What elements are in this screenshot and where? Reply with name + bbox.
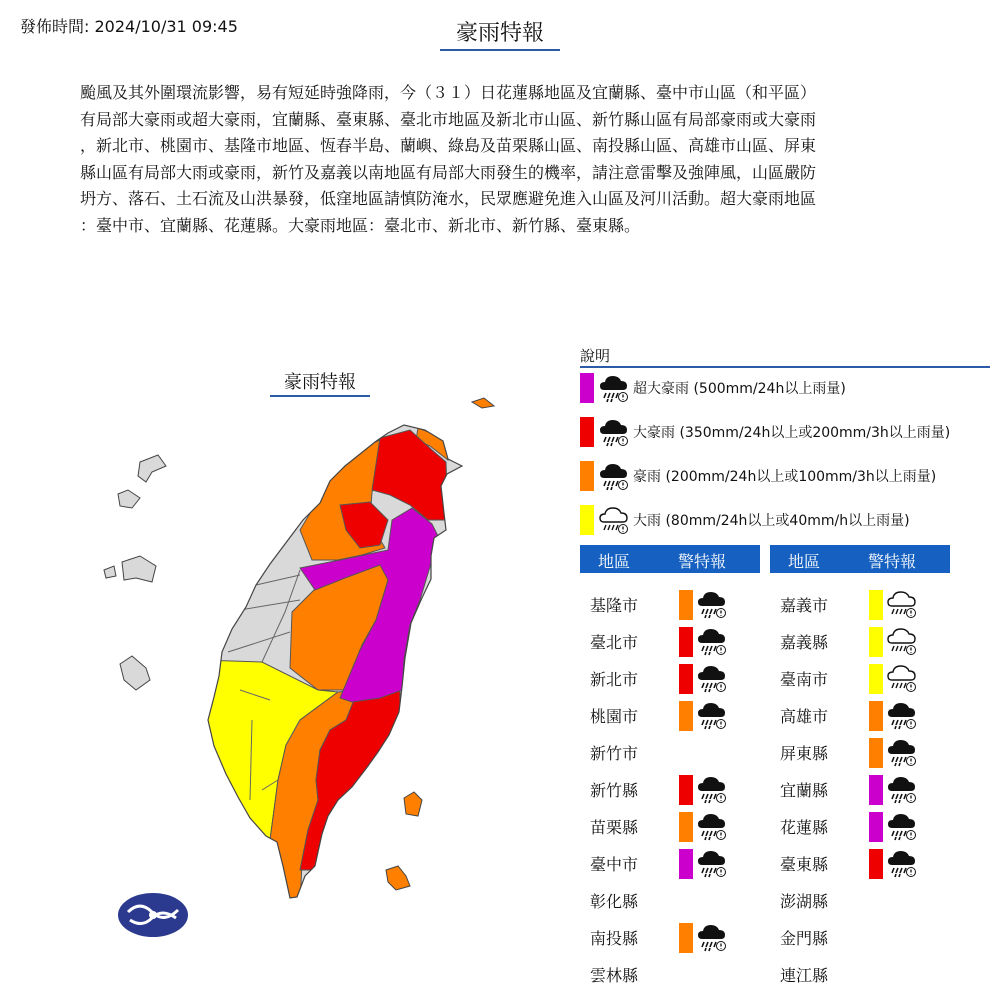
warning-level-swatch xyxy=(869,701,883,731)
table-header-right xyxy=(770,545,950,573)
legend-swatch xyxy=(580,461,594,491)
page-title: 豪雨特報 xyxy=(440,16,560,51)
light-rain-icon xyxy=(886,588,918,620)
issued-time: 發佈時間: 2024/10/31 09:45 xyxy=(20,17,238,36)
region-name: 嘉義市 xyxy=(780,596,829,615)
heavy-rain-icon xyxy=(886,736,918,768)
heavy-rain-icon xyxy=(696,921,728,953)
table-header-left xyxy=(580,545,760,573)
light-rain-icon xyxy=(886,662,918,694)
heavy-rain-icon xyxy=(696,662,728,694)
region-name: 南投縣 xyxy=(590,929,639,948)
warning-level-swatch xyxy=(679,775,693,805)
region-name: 高雄市 xyxy=(780,707,829,726)
legend-title: 說明 xyxy=(580,347,611,365)
region-name: 屏東縣 xyxy=(780,744,829,763)
region-name: 苗栗縣 xyxy=(590,818,639,837)
region-name: 臺南市 xyxy=(780,670,829,689)
heavy-rain-icon xyxy=(696,588,728,620)
legend-item-heavy xyxy=(580,505,910,535)
header-region: 地區 xyxy=(598,552,631,571)
header-warning: 警特報 xyxy=(678,552,727,571)
legend-item-torrential xyxy=(580,417,950,447)
heavy-rain-icon xyxy=(886,699,918,731)
warning-level-swatch xyxy=(869,812,883,842)
heavy-rain-icon xyxy=(598,416,630,448)
heavy-rain-icon xyxy=(598,460,630,492)
region-name: 新竹市 xyxy=(590,744,639,763)
region-name: 宜蘭縣 xyxy=(780,781,829,800)
warning-level-swatch xyxy=(869,664,883,694)
heavy-rain-icon xyxy=(696,699,728,731)
warning-description xyxy=(80,80,920,239)
region-name: 花蓮縣 xyxy=(780,818,829,837)
heavy-rain-icon xyxy=(886,847,918,879)
region-name: 彰化縣 xyxy=(590,892,639,911)
cwa-logo xyxy=(118,893,188,937)
warning-level-swatch xyxy=(679,701,693,731)
warning-level-swatch xyxy=(679,590,693,620)
description-line: 颱風及其外圍環流影響，易有短延時強降雨，今（３１）日花蓮縣地區及宜蘭縣、臺中市山區（和平區） xyxy=(80,83,817,102)
region-name: 桃園市 xyxy=(590,707,639,726)
warning-level-swatch xyxy=(679,812,693,842)
legend-divider xyxy=(580,366,990,368)
heavy-rain-icon xyxy=(886,810,918,842)
region-name: 新北市 xyxy=(590,670,639,689)
region-name: 臺北市 xyxy=(590,633,639,652)
description-line: 縣山區有局部大雨或豪雨，新竹及嘉義以南地區有局部大雨發生的機率，請注意雷擊及強陣風，山區嚴防 xyxy=(80,162,817,182)
legend-label: 豪雨 (200mm/24h以上或100mm/3h以上雨量) xyxy=(633,469,937,485)
legend-swatch xyxy=(580,505,594,535)
region-name: 臺東縣 xyxy=(780,855,829,874)
header-region: 地區 xyxy=(788,552,821,571)
region-name: 連江縣 xyxy=(780,966,829,985)
header-warning: 警特報 xyxy=(868,552,917,571)
legend-label: 超大豪雨 (500mm/24h以上雨量) xyxy=(633,381,846,397)
region-name: 澎湖縣 xyxy=(780,892,829,911)
light-rain-icon xyxy=(598,504,630,536)
warning-level-swatch xyxy=(869,738,883,768)
heavy-rain-icon xyxy=(696,625,728,657)
region-name: 臺中市 xyxy=(590,855,639,874)
warning-level-swatch xyxy=(869,590,883,620)
description-line: 有局部大豪雨或超大豪雨，宜蘭縣、臺東縣、臺北市地區及新北市山區、新竹縣山區有局部豪雨或大豪雨 xyxy=(80,109,817,129)
taiwan-rain-map xyxy=(0,380,560,980)
description-line: ，新北市、桃園市、基隆市地區、恆春半島、蘭嶼、綠島及苗栗縣山區、南投縣山區、高雄市山區、屏東 xyxy=(80,136,817,155)
map-title: 豪雨特報 xyxy=(270,368,370,397)
region-name: 基隆市 xyxy=(590,596,639,615)
legend-item-extremely-heavy xyxy=(580,461,936,491)
legend-label: 大雨 (80mm/24h以上或40mm/h以上雨量) xyxy=(633,513,910,529)
warning-level-swatch xyxy=(679,627,693,657)
heavy-rain-icon xyxy=(598,372,630,404)
warning-level-swatch xyxy=(869,627,883,657)
heavy-rain-icon xyxy=(886,773,918,805)
legend-item-extreme xyxy=(580,373,846,403)
region-name: 雲林縣 xyxy=(590,966,639,985)
legend-swatch xyxy=(580,373,594,403)
heavy-rain-icon xyxy=(696,810,728,842)
legend-swatch xyxy=(580,417,594,447)
warning-level-swatch xyxy=(869,849,883,879)
region-name: 新竹縣 xyxy=(590,781,639,800)
warning-level-swatch xyxy=(679,849,693,879)
light-rain-icon xyxy=(886,625,918,657)
region-name: 金門縣 xyxy=(780,929,829,948)
heavy-rain-icon xyxy=(696,847,728,879)
warning-level-swatch xyxy=(679,664,693,694)
description-line: 坍方、落石、土石流及山洪暴發，低窪地區請慎防淹水，民眾應避免進入山區及河川活動。超大豪雨地區 xyxy=(80,189,817,208)
description-line: ：臺中市、宜蘭縣、花蓮縣。大豪雨地區：臺北市、新北市、新竹縣、臺東縣。 xyxy=(80,215,641,235)
legend-label: 大豪雨 (350mm/24h以上或200mm/3h以上雨量) xyxy=(633,425,951,441)
region-name: 嘉義縣 xyxy=(780,633,829,652)
warning-level-swatch xyxy=(679,923,693,953)
warning-level-swatch xyxy=(869,775,883,805)
heavy-rain-icon xyxy=(696,773,728,805)
